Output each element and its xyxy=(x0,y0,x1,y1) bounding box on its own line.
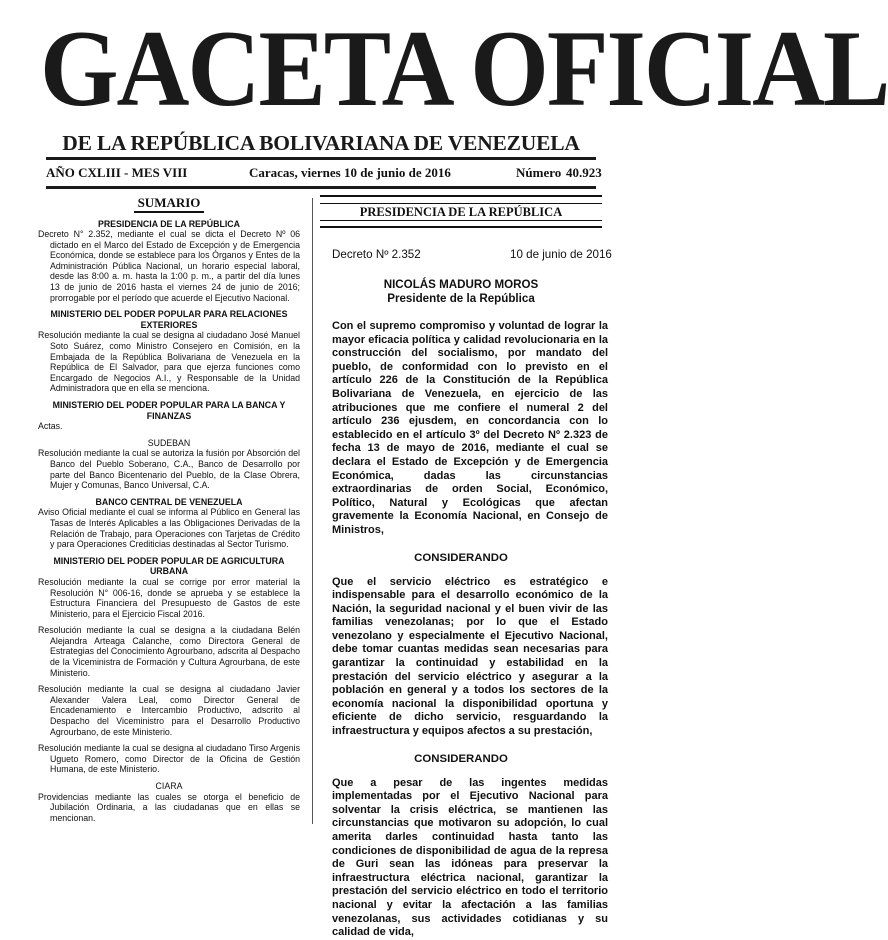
year-month: AÑO CXLIII - MES VIII xyxy=(46,165,188,180)
considerando-1: CONSIDERANDO xyxy=(414,551,508,564)
decree-date: 10 de junio de 2016 xyxy=(510,248,612,261)
sumario-heading: SUMARIO xyxy=(137,195,201,210)
masthead-rule-top xyxy=(46,157,596,160)
sumario-section-title: BANCO CENTRAL DE VENEZUELA xyxy=(95,496,243,507)
sumario-section-title: CIARA xyxy=(155,781,183,791)
sumario-entry: Resolución mediante la cual se designa al ciudadano Tirso Argenis Ugueto Romero, como Director de la Oficina de Gestión Humana, de este Ministerio. xyxy=(38,743,300,775)
decree-column xyxy=(320,195,612,940)
sumario-section-title: MINISTERIO DEL PODER POPULAR DE AGRICULTURA URBANA xyxy=(53,555,285,577)
decree-intro: Con el supremo compromiso y voluntad de lograr la mayor eficacia política y calidad revolucionaria en la construcción del socialismo, por mandato del pueblo, de conformidad con lo previsto en el artículo 226 de la Constitución de la República Bolivariana de Venezuela, en ejercicio de las atribuciones que me confiere el numeral 2 del artículo 236 ejusdem, en concordancia con lo establecido en el artículo 3º del Decreto Nº 2.323 de fecha 13 de mayo de 2016, mediante el cual se declara el Estado de Excepción y de Emergencia Económica, dadas las circunstancias extraordinarias de orden Social, Económico, Político, Natural y Ecológicas que afectan gravemente la Economía Nacional, en Consejo de Ministros, xyxy=(332,320,608,536)
president-name: NICOLÁS MADURO MOROS xyxy=(383,278,539,291)
sumario-entry: Resolución mediante la cual se designa al ciudadano José Manuel Soto Suárez, como Ministro Consejero en Comisión, en la Embajada de la República Bolivariana de Venezuela en la República de El Salvador, para que ejerza funciones como Encargado de Negocios A.I., y Responsable de la Unidad Administradora que en ella se menciona. xyxy=(38,330,300,394)
considerando-1-text: Que el servicio eléctrico es estratégico e indispensable para el desarrollo económico de la Nación, la seguridad nacional y el buen vivir de las familias venezolanas; por lo que el Estado venezolano y especialmente el Ejecutivo Nacional, debe tomar cuantas medidas sean necesarias para garantizar la continuidad y estabilidad en la prestación del servicio eléctrico y asegurar a la población en general y a todos los sectores de la economía nacional la disponibilidad oportuna y eficiente de dicho servicio, resguardando la infraestructura y equipos afectos a su prestación, xyxy=(332,575,608,738)
section-header-box xyxy=(320,195,602,228)
issue-info-bar xyxy=(46,163,602,183)
gazette-subtitle: DE LA REPÚBLICA BOLIVARIANA DE VENEZUELA xyxy=(62,131,580,155)
masthead-rule-bottom xyxy=(46,186,596,189)
sumario-underline xyxy=(134,211,204,213)
issue-date: Caracas, viernes 10 de junio de 2016 xyxy=(249,165,451,180)
sumario-entry: Actas. xyxy=(38,421,63,432)
sumario-entry: Providencias mediante las cuales se otorga el beneficio de Jubilación Ordinaria, a las ciudadanas que en ellas se mencionan. xyxy=(38,791,300,823)
sumario-entry: Resolución mediante la cual se designa a la ciudadana Belén Alejandra Arteaga Calanche, como Directora General de Estrategias del Conocimiento Agrourbano, adscrita al Despacho de la Viceministra de Formación y Cultura Agrourbana, de este Ministerio. xyxy=(38,625,300,678)
sumario-entry: Aviso Oficial mediante el cual se informa al Público en General las Tasas de Interés Aplicables a las Obligaciones Derivadas de la Relación de Trabajo, para Operaciones con Tarjetas de Crédito y para Operaciones Crediticias destinadas al Sector Turismo. xyxy=(38,507,300,550)
sumario-entry: Resolución mediante la cual se corrige por error material la Resolución N° 006-16, donde se aprueba y se establece la Estructura Financiera del Presupuesto de Gastos de este Ministerio, para el Ejercicio Fiscal 2016. xyxy=(38,576,300,619)
issue-number-label: Número xyxy=(516,165,562,180)
sumario-section-title: PRESIDENCIA DE LA REPÚBLICA xyxy=(97,218,241,229)
considerando-2: CONSIDERANDO xyxy=(414,752,508,765)
sumario-body xyxy=(38,219,300,824)
sumario-entry: Decreto N° 2.352, mediante el cual se dicta el Decreto Nº 06 dictado en el Marco del Estado de Excepción y de Emergencia Económica, donde se establece para los Órganos y Entes de la Administración Pública Nacional, un horario especial laboral, desde las 8:00 a. m. hasta la 1:00 p. m., a partir del día lunes 13 de junio de 2016 hasta el viernes 24 de junio de 2016; prorrogable por el período que acuerde el Ejecutivo Nacional. xyxy=(38,229,300,303)
sumario-column xyxy=(38,195,300,829)
considerando-2-text: Que a pesar de las ingentes medidas implementadas por el Ejecutivo Nacional para solventar la crisis eléctrica, se mantienen las circunstancias que motivaron su adopción, lo cual amerita darles continuidad hasta tanto las condiciones de disponibilidad de agua de la represa de Guri sean las idóneas para preservar la infraestructura eléctrica nacional, garantizar la prestación del servicio eléctrico en todo el territorio nacional y evitar la afectación a las familias venezolanas, sus actividades cotidianas y su calidad de vida, xyxy=(332,776,608,939)
column-divider xyxy=(312,198,313,824)
section-header: PRESIDENCIA DE LA REPÚBLICA xyxy=(320,203,602,221)
sumario-section-title: SUDEBAN xyxy=(147,437,191,448)
issue-number: 40.923 xyxy=(566,165,602,180)
gazette-title: GACETA OFICIAL xyxy=(40,7,888,129)
president-title: Presidente de la República xyxy=(387,292,535,305)
sumario-section-title: MINISTERIO DEL PODER POPULAR PARA RELACIONES EXTERIORES xyxy=(50,309,288,330)
decree-number: Decreto Nº 2.352 xyxy=(332,248,421,261)
decree-line xyxy=(332,248,612,264)
sumario-entry: Resolución mediante la cual se autoriza la fusión por Absorción del Banco del Pueblo Soberano, C.A., Banco de Desarrollo por parte del Banco Bicentenario del Pueblo, de la Clase Obrera, Mujer y Comunas, Banco Universal, C.A. xyxy=(38,448,300,491)
sumario-section-title: MINISTERIO DEL PODER POPULAR PARA LA BANCA Y FINANZAS xyxy=(52,400,286,421)
sumario-entry: Resolución mediante la cual se designa al ciudadano Javier Alexander Valera Leal, como Director General de Encadenamiento e Intercambio Productivo, adscrito al Despacho del Viceministro para el Desarrollo Productivo Agrourbano, de este Ministerio. xyxy=(38,684,300,737)
